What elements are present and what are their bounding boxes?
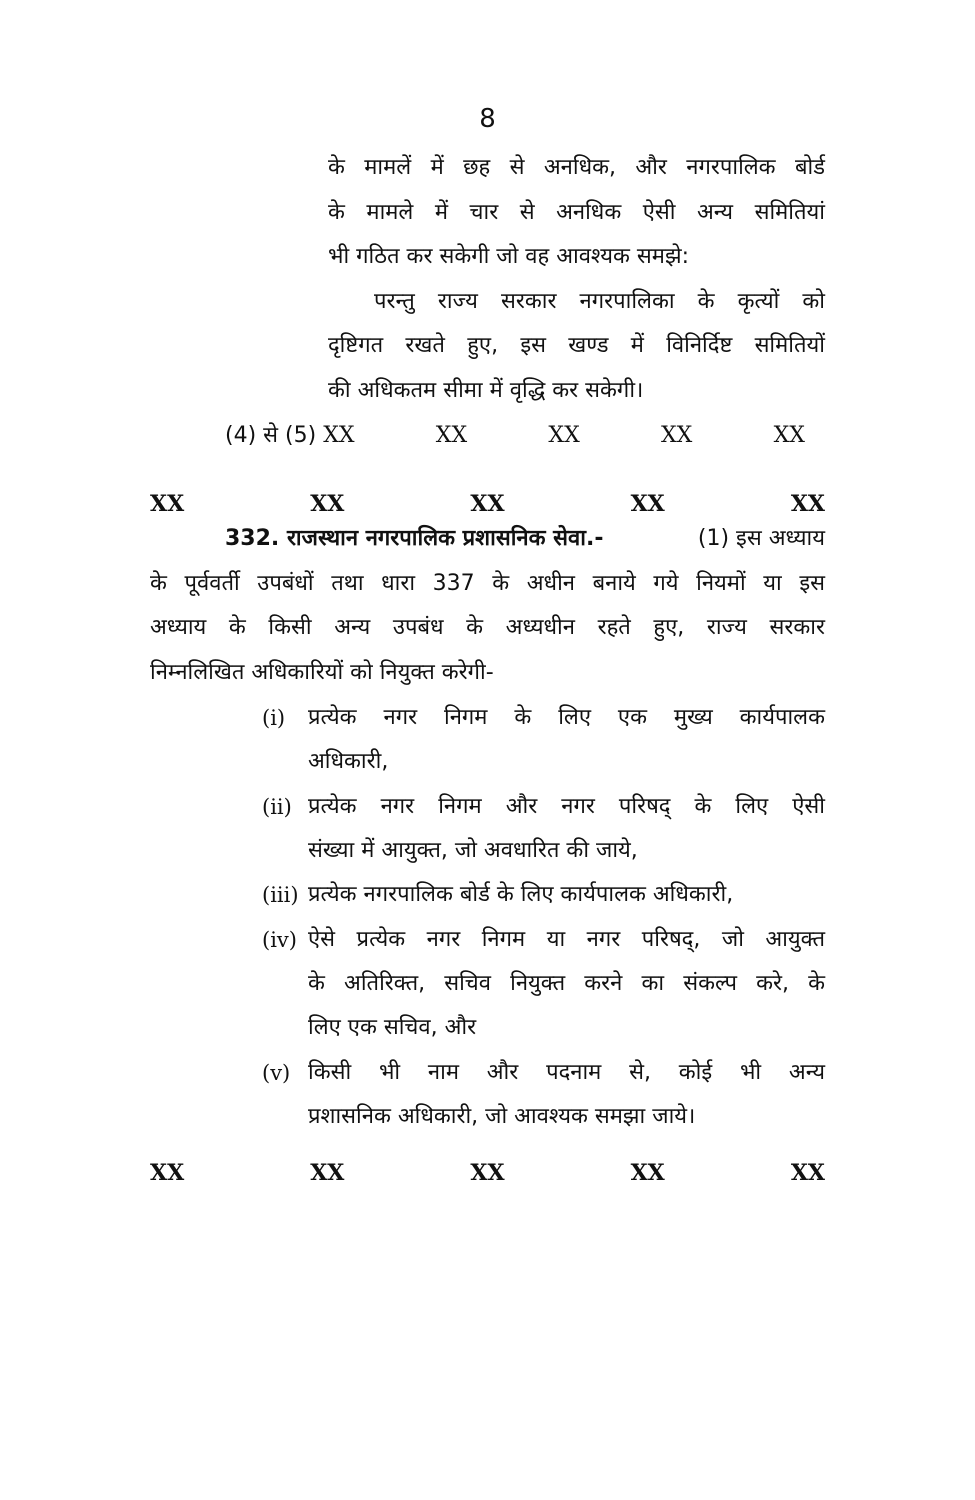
omission-mark: XX (630, 1160, 665, 1186)
continuation-line-2: के मामले में चार से अनधिक ऐसी अन्य समितियां (328, 200, 825, 225)
omission-mark: XX (773, 423, 805, 448)
item-text: के अतिरिक्त, सचिव नियुक्त करने का संकल्प करे, के (308, 971, 825, 996)
omission-mark: XX (323, 423, 355, 448)
proviso-line-3: की अधिकतम सीमा में वृद्धि कर सकेगी। (328, 378, 644, 403)
item-number: (iii) (262, 883, 299, 907)
item-text: लिए एक सचिव, और (308, 1015, 477, 1040)
omission-mark: XX (661, 423, 693, 448)
section-text-line-4: निम्नलिखित अधिकारियों को नियुक्त करेगी- (150, 660, 494, 685)
item-number: (iv) (262, 928, 297, 952)
omission-mark: XX (630, 491, 665, 517)
subsection-4-5-label: (4) से (5) XX (225, 423, 355, 448)
omission-mark: XX (470, 1160, 505, 1186)
proviso-line-1: परन्तु राज्य सरकार नगरपालिका के कृत्यों को (374, 289, 825, 314)
item-text: प्रत्येक नगर निगम और नगर परिषद् के लिए ऐसी (308, 794, 825, 819)
omission-separator-2 (150, 1158, 825, 1188)
item-number: (ii) (262, 795, 292, 819)
section-text: (1) इस अध्याय (697, 526, 825, 551)
section-text-line-3: अध्याय के किसी अन्य उपबंध के अध्यधीन रहते हुए, राज्य सरकार (150, 615, 825, 640)
omission-mark: XX (435, 423, 468, 448)
section-text-line-2: के पूर्ववर्ती उपबंधों तथा धारा 337 के अधीन बनाये गये नियमों या इस (150, 571, 825, 596)
omission-separator-1 (150, 489, 825, 519)
omission-mark: XX (470, 491, 505, 517)
continuation-line-1: के मामलें में छह से अनधिक, और नगरपालिक बोर्ड (328, 155, 825, 180)
subsection-4-5-row (225, 421, 805, 451)
item-text: प्रशासनिक अधिकारी, जो आवश्यक समझा जाये। (308, 1104, 696, 1129)
omission-mark: XX (310, 1160, 345, 1186)
item-text: प्रत्येक नगर निगम के लिए एक मुख्य कार्यपालक (308, 705, 825, 730)
proviso-line-2: दृष्टिगत रखते हुए, इस खण्ड में विनिर्दिष्ट समितियों (328, 333, 825, 358)
omission-mark: XX (310, 491, 345, 517)
section-heading: 332. राजस्थान नगरपालिक प्रशासनिक सेवा.- (225, 526, 604, 551)
omission-mark: XX (150, 491, 185, 517)
item-text: ऐसे प्रत्येक नगर निगम या नगर परिषद्, जो आयुक्त (308, 927, 825, 952)
item-text: किसी भी नाम और पदनाम से, कोई भी अन्य (308, 1060, 825, 1085)
omission-mark: XX (548, 423, 580, 448)
continuation-line-3: भी गठित कर सकेगी जो वह आवश्यक समझे: (328, 244, 689, 269)
item-number: (v) (262, 1061, 291, 1085)
item-text: अधिकारी, (308, 749, 389, 774)
omission-mark: XX (790, 491, 825, 517)
omission-mark: XX (150, 1160, 185, 1186)
page-number: 8 (479, 104, 496, 134)
item-text: संख्या में आयुक्त, जो अवधारित की जाये, (308, 838, 638, 863)
omission-mark: XX (790, 1160, 825, 1186)
item-text: प्रत्येक नगरपालिक बोर्ड के लिए कार्यपालक अधिकारी, (308, 882, 734, 907)
item-number: (i) (262, 706, 286, 730)
section-332-first-line (225, 524, 825, 554)
